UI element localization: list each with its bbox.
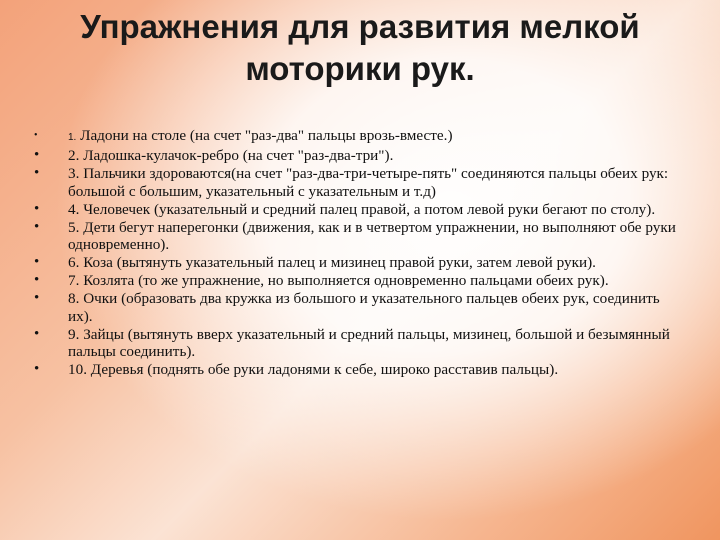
list-item-text: 2. Ладошка-кулачок-ребро (на счет "раз-два-три").: [68, 147, 394, 164]
bullet-icon: •: [34, 290, 40, 306]
list-item: [34, 272, 684, 290]
exercise-list: [34, 127, 684, 379]
list-item: [34, 165, 684, 200]
list-item: [34, 361, 684, 379]
list-item: [34, 254, 684, 272]
list-item-text: 4. Человечек (указательный и средний палец правой, а потом левой руки бегают по столу).: [68, 200, 656, 218]
bullet-icon: •: [34, 147, 40, 163]
bullet-icon: •: [34, 130, 38, 141]
bullet-icon: •: [34, 254, 40, 270]
bullet-icon: •: [34, 361, 40, 377]
list-item: [34, 219, 684, 254]
slide-title-line-1: Упражнения для развития мелкой: [80, 8, 640, 45]
list-item-text: 5. Дети бегут наперегонки (движения, как и в четвертом упражнении, но выполняют обе руки одновременно).: [68, 218, 676, 253]
bullet-icon: •: [34, 325, 40, 342]
bullet-icon: •: [34, 218, 40, 235]
list-item-text: 8. Очки (образовать два кружка из большого и указательного пальцев обеих рук, соединить их).: [68, 290, 660, 325]
bullet-icon: •: [34, 165, 40, 181]
list-item-text: 7. Козлята (то же упражнение, но выполняется одновременно пальцами обеих рук).: [68, 272, 609, 289]
list-item-number: 1.: [68, 132, 77, 143]
list-item-text: 3. Пальчики здороваются(на счет "раз-два-три-четыре-пять" соединяются пальцы обеих рук: большой с большим, указательный с указательным и т.д): [68, 165, 669, 200]
list-item-text: Ладони на столе (на счет "раз-два" пальцы врозь-вместе.): [80, 127, 453, 144]
bullet-icon: •: [34, 200, 40, 217]
list-item: [34, 127, 684, 147]
slide-title-line-2: моторики рук.: [245, 50, 475, 87]
bullet-icon: •: [34, 272, 40, 288]
list-item-text: 10. Деревья (поднять обе руки ладонями к себе, широко расставив пальцы).: [68, 361, 559, 378]
list-item: [34, 326, 684, 361]
list-item-text: 6. Коза (вытянуть указательный палец и мизинец правой руки, затем левой руки).: [68, 254, 596, 271]
slide-title: [0, 6, 720, 90]
list-item: [34, 147, 684, 165]
list-item: [34, 290, 684, 325]
list-item-text: 9. Зайцы (вытянуть вверх указательный и средний пальцы, мизинец, большой и безымянный пальцы соединить).: [68, 325, 670, 360]
list-item: [34, 201, 684, 219]
